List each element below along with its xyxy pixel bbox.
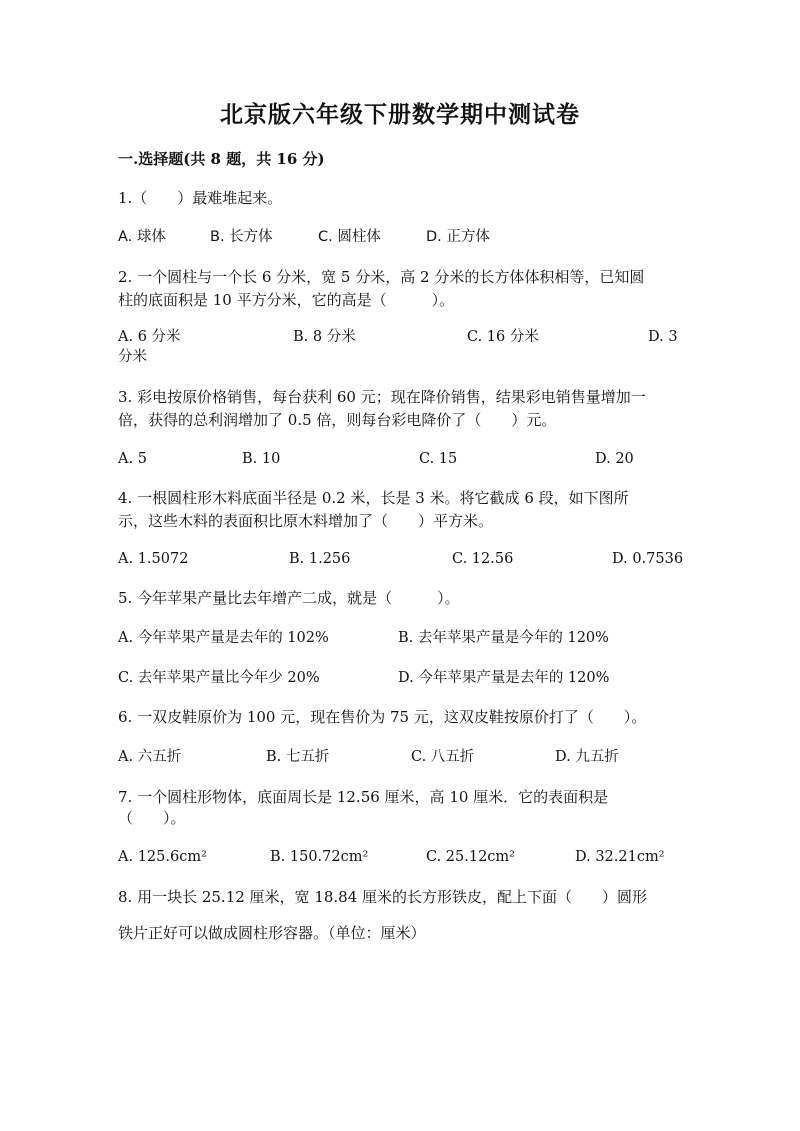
q5-option-d: D. 今年苹果产量是去年的 120%: [398, 670, 610, 686]
question-5-stem: 5. 今年苹果产量比去年增产二成，就是（ ）。: [118, 589, 460, 607]
q2-option-b: B. 8 分米: [293, 329, 356, 345]
q2-option-d-wrap: 分米: [118, 349, 147, 365]
q6-option-a: A. 六五折: [118, 749, 182, 765]
question-2-stem-line1: 2. 一个圆柱与一个长 6 分米，宽 5 分米，高 2 分米的长方体体积相等，已知圆: [118, 268, 645, 286]
question-2-stem-line2: 柱的底面积是 10 平方分米，它的高是（ ）。: [118, 291, 455, 309]
question-3-stem-line2: 倍，获得的总利润增加了 0.5 倍，则每台彩电降价了（ ）元。: [118, 411, 557, 429]
question-4-stem-line1: 4. 一根圆柱形木料底面半径是 0.2 米，长是 3 米。将它截成 6 段，如下图所: [118, 489, 629, 507]
q1-option-c: C. 圆柱体: [318, 229, 381, 245]
q5-option-c: C. 去年苹果产量比今年少 20%: [118, 670, 320, 686]
question-8-stem-line1: 8. 用一块长 25.12 厘米，宽 18.84 厘米的长方形铁皮，配上下面（ ）圆形: [118, 888, 648, 906]
q4-option-d: D. 0.7536: [612, 551, 684, 567]
section-heading: 一.选择题(共 8 题，共 16 分): [118, 150, 325, 168]
question-6-stem: 6. 一双皮鞋原价为 100 元，现在售价为 75 元，这双皮鞋按原价打了（ ）。: [118, 708, 647, 726]
page-title: 北京版六年级下册数学期中测试卷: [220, 101, 580, 128]
question-3-stem-line1: 3. 彩电按原价格销售，每台获利 60 元；现在降价销售，结果彩电销售量增加一: [118, 388, 646, 406]
q3-option-c: C. 15: [419, 451, 458, 467]
q3-option-b: B. 10: [242, 451, 281, 467]
q7-option-d: D. 32.21cm²: [575, 849, 665, 865]
q4-option-a: A. 1.5072: [118, 551, 189, 567]
q5-option-a: A. 今年苹果产量是去年的 102%: [118, 630, 329, 646]
q2-option-a: A. 6 分米: [118, 329, 181, 345]
q3-option-a: A. 5: [118, 451, 147, 467]
question-1-stem: 1.（ ）最难堆起来。: [118, 189, 283, 207]
question-8-stem-line2: 铁片正好可以做成圆柱形容器。（单位：厘米）: [118, 924, 426, 942]
q3-option-d: D. 20: [595, 451, 634, 467]
q6-option-d: D. 九五折: [555, 749, 619, 765]
q2-option-d: D. 3: [648, 329, 678, 345]
q1-option-a: A. 球体: [118, 229, 166, 245]
question-7-stem-line2: （ ）。: [118, 809, 186, 827]
q4-option-c: C. 12.56: [452, 551, 514, 567]
q6-option-b: B. 七五折: [266, 749, 330, 765]
q7-option-b: B. 150.72cm²: [270, 849, 369, 865]
q2-option-c: C. 16 分米: [467, 329, 539, 345]
q4-option-b: B. 1.256: [289, 551, 351, 567]
q6-option-c: C. 八五折: [411, 749, 475, 765]
q1-option-b: B. 长方体: [210, 229, 273, 245]
q7-option-c: C. 25.12cm²: [426, 849, 515, 865]
question-7-stem-line1: 7. 一个圆柱形物体，底面周长是 12.56 厘米，高 10 厘米．它的表面积是: [118, 788, 609, 806]
q5-option-b: B. 去年苹果产量是今年的 120%: [398, 630, 609, 646]
q1-option-d: D. 正方体: [426, 229, 490, 245]
question-4-stem-line2: 示，这些木料的表面积比原木料增加了（ ）平方米。: [118, 512, 494, 530]
q7-option-a: A. 125.6cm²: [118, 849, 207, 865]
